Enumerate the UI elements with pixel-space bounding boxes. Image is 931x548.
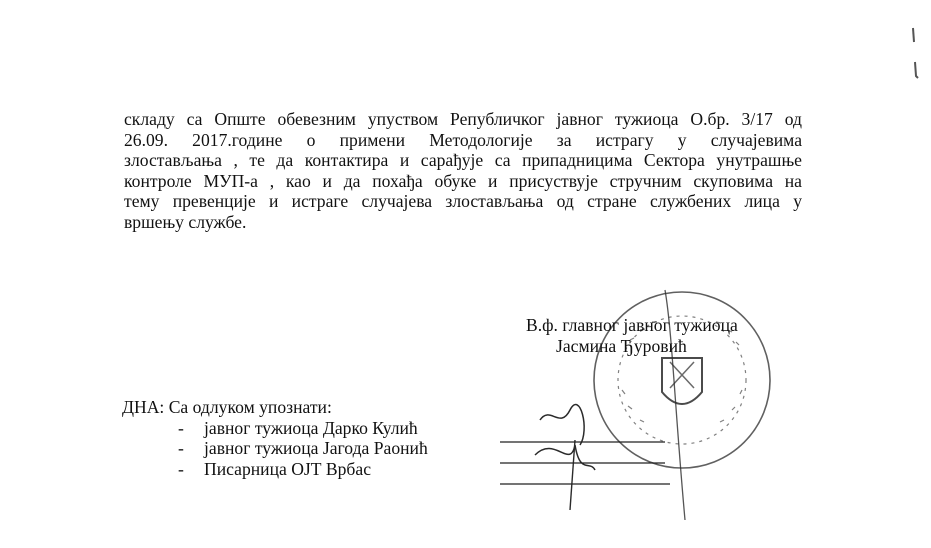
list-item [122,438,522,459]
signatory-name: Јасмина Ђуровић [556,335,687,356]
body-paragraph [124,109,802,233]
list-item [122,459,522,480]
recipient-text: јавног тужиоца Јагода Раонић [204,438,428,459]
body-line: тему превенције и истраге случајева злостављања од стране службених лица у [124,191,802,212]
signatory-title: В.ф. главног јавног тужиоца [526,315,738,335]
bullet-dash: - [178,417,184,438]
body-line: 26.09. 2017.године о примени Методологије за истрагу у случајевима [124,129,802,150]
margin-marks [905,20,925,90]
body-line: контроле МУП-а , као и да похађа обуке и присуствује стручним скуповима на [124,170,802,191]
body-line: злостављања , те да контактира и сарађује са припадницима Сектора унутрашње [124,150,802,171]
delivery-list [122,397,522,479]
recipient-list [122,418,522,480]
body-line: вршењу службе. [124,211,247,232]
bullet-dash: - [178,438,184,459]
signature-block [526,315,766,356]
list-item [122,418,522,439]
recipient-text: јавног тужиоца Дарко Кулић [204,417,418,438]
delivery-heading: ДНА: Са одлуком упознати: [122,397,332,417]
body-line: складу са Опште обевезним упуством Републичког јавног тужиоца О.бр. 3/17 од [124,109,802,129]
bullet-dash: - [178,458,184,479]
official-stamp [480,270,780,540]
recipient-text: Писарница ОЈТ Врбас [204,458,372,479]
